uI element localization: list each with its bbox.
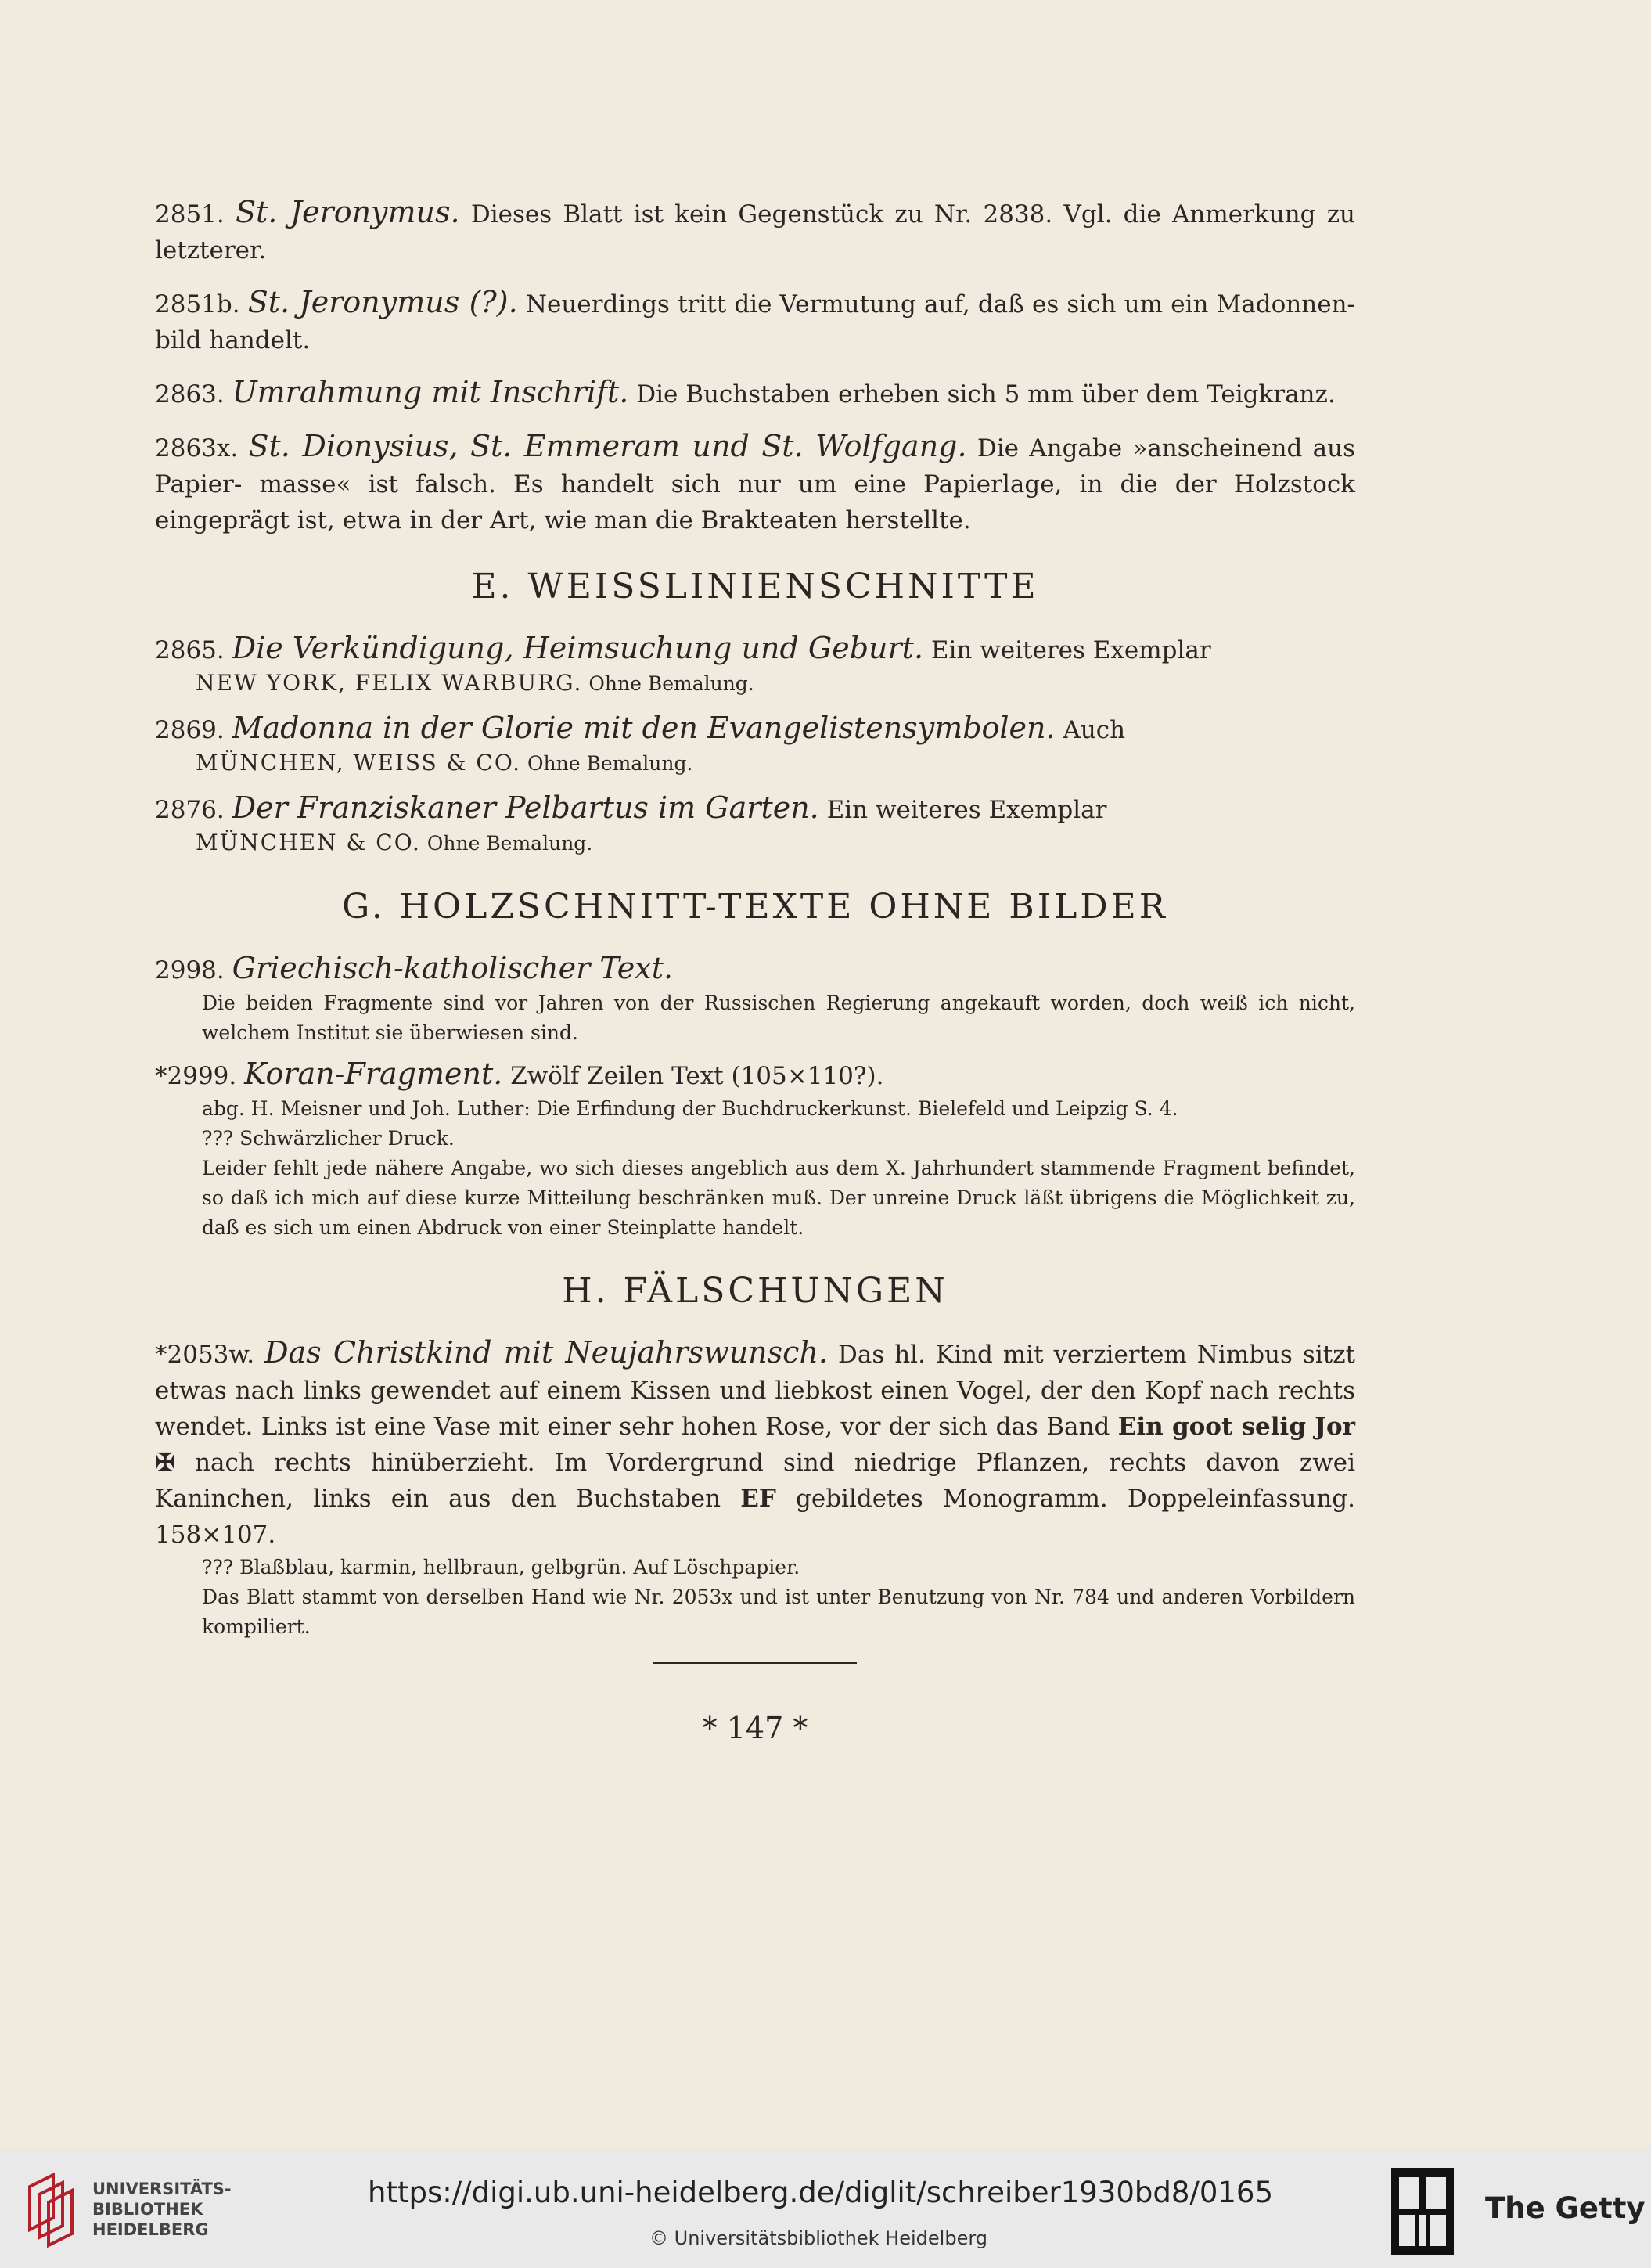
entry-text: Zwölf Zeilen Text (105×110?).: [510, 1062, 884, 1090]
entry-2851b: [155, 284, 1355, 358]
location-name: MÜNCHEN & CO.: [196, 830, 421, 855]
entry-number: 2865.: [155, 636, 225, 664]
divider: [653, 1662, 857, 1664]
entry-location: [155, 828, 1355, 859]
entry-number: 2851.: [155, 200, 225, 229]
copyright-notice: © Universitätsbibliothek Heidelberg: [649, 2227, 988, 2249]
entry-title: Madonna in der Glorie mit den Evangelistensymbolen.: [232, 711, 1056, 745]
page-number: * 147 *: [702, 1711, 808, 1745]
entry-title: Umrahmung mit Inschrift.: [232, 375, 629, 409]
entry-number: 2876.: [155, 796, 225, 824]
section-heading-h: H. FÄLSCHUNGEN: [562, 1271, 948, 1311]
entry-text: Neuerdings tritt die Vermutung auf, daß es sich um ein Madonnen- bild handelt.: [155, 290, 1356, 355]
location-note: Ohne Bemalung.: [527, 752, 693, 775]
entry-number: 2863.: [155, 380, 225, 409]
entry-2998: [155, 950, 1355, 1048]
entry-text: Auch: [1063, 716, 1126, 744]
location-note: Ohne Bemalung.: [426, 832, 593, 855]
entry-note: ??? Blaßblau, karmin, hellbraun, gelbgrün. Auf Löschpapier.: [202, 1556, 800, 1579]
entry-title: Der Franziskaner Pelbartus im Garten.: [232, 790, 819, 825]
entry-title: Griechisch-katholischer Text.: [232, 951, 674, 985]
entry-number: 2869.: [155, 716, 225, 744]
location-note: Ohne Bemalung.: [588, 672, 754, 695]
entry-2876: [155, 790, 1355, 859]
section-heading-e: E. WEISSLINIENSCHNITTE: [471, 567, 1039, 607]
entry-2869: [155, 710, 1355, 779]
entry-title: St. Dionysius, St. Emmeram und St. Wolfgang.: [248, 429, 967, 463]
entry-number: 2863x.: [155, 434, 239, 463]
entry-number: *2053w.: [155, 1341, 255, 1369]
entry-text: Ein weiteres Exemplar: [930, 636, 1211, 664]
entry-2851: [155, 194, 1355, 268]
entry-2053w: [155, 1334, 1355, 1642]
entry-2863x: [155, 428, 1355, 538]
entry-note: Das Blatt stammt von derselben Hand wie Nr. 2053x und ist unter Benutzung von Nr. 784 und anderen Vorbildern kompiliert.: [202, 1586, 1355, 1638]
getty-logo-icon: [1391, 2168, 1454, 2255]
entry-note: ??? Schwärzlicher Druck.: [202, 1127, 455, 1150]
entry-location: [155, 748, 1355, 779]
entry-number: *2999.: [155, 1062, 237, 1090]
entry-2999: [155, 1056, 1355, 1243]
entry-text: Die Buchstaben erheben sich 5 mm über dem Teigkranz.: [636, 380, 1336, 409]
entry-title: Die Verkündigung, Heimsuchung und Geburt.: [232, 631, 924, 665]
entry-text: Ein weiteres Exemplar: [826, 796, 1107, 824]
entry-title: St. Jeronymus (?).: [247, 285, 518, 319]
entry-note: Leider fehlt jede nähere Angabe, wo sich dieses angeblich aus dem X. Jahrhundert stammende Fragment befindet, so daß ich mich auf diese kurze Mitteilung beschränken muß. Der unreine Druck läßt übrigens die Möglichkeit zu, daß es sich um einen Abdruck von einer Steinplatte handelt.: [202, 1157, 1355, 1239]
band-inscription: Ein goot selig Jor ✠: [155, 1413, 1355, 1477]
entry-text: Dieses Blatt ist kein Gegenstück zu Nr. 2838. Vgl. die Anmerkung zu letzterer.: [155, 200, 1356, 265]
university-library-logo-icon: [22, 2171, 85, 2249]
section-heading-g: G. HOLZSCHNITT-TEXTE OHNE BILDER: [342, 887, 1168, 927]
entry-number: 2998.: [155, 956, 225, 985]
entry-text: Die Angabe »anscheinend aus Papier- masse« ist falsch. Es handelt sich nur um eine Papierlage, in die der Holzstock eingeprägt ist, etwa in der Art, wie man die Brakteaten herstellte.: [155, 434, 1355, 535]
entry-text: nach rechts hinüberzieht. Im Vordergrund sind niedrige Pflanzen, rechts davon zwei Kaninchen, links ein aus den Buchstaben: [155, 1449, 1355, 1513]
library-name: UNIVERSITÄTS- BIBLIOTHEK HEIDELBERG: [92, 2180, 232, 2239]
entry-note: Die beiden Fragmente sind vor Jahren von der Russischen Regierung angekauft worden, doch weiß ich nicht, welchem Institut sie überwiesen sind.: [202, 992, 1355, 1044]
location-name: NEW YORK, FELIX WARBURG.: [196, 670, 583, 696]
entry-text: gebildetes Monogramm. Doppeleinfassung. 158×107.: [155, 1485, 1355, 1549]
entry-2865: [155, 630, 1355, 699]
entry-title: Koran-Fragment.: [244, 1057, 503, 1091]
entry-title: St. Jeronymus.: [235, 195, 460, 229]
entry-location: [155, 668, 1355, 699]
entry-title: Das Christkind mit Neujahrswunsch.: [264, 1335, 828, 1370]
entry-text: Das hl. Kind mit verziertem Nimbus sitzt etwas nach links gewendet auf einem Kissen und liebkost einen Vogel, der den Kopf nach rechts wendet. Links ist eine Vase mit einer sehr hohen Rose, vor der sich das Band: [155, 1341, 1355, 1441]
location-name: MÜNCHEN, WEISS & CO.: [196, 750, 522, 776]
permalink-url[interactable]: https://digi.ub.uni-heidelberg.de/diglit/schreiber1930bd8/0165: [368, 2176, 1274, 2209]
page-content: [155, 194, 1355, 1745]
entry-2863: [155, 374, 1355, 412]
entry-note: abg. H. Meisner und Joh. Luther: Die Erfindung der Buchdruckerkunst. Bielefeld und Leipzig S. 4.: [202, 1097, 1178, 1120]
entry-number: 2851b.: [155, 290, 240, 319]
viewer-footer: [0, 2149, 1651, 2268]
partner-name: The Getty: [1485, 2191, 1646, 2225]
monogram-letters: EF: [740, 1485, 776, 1513]
